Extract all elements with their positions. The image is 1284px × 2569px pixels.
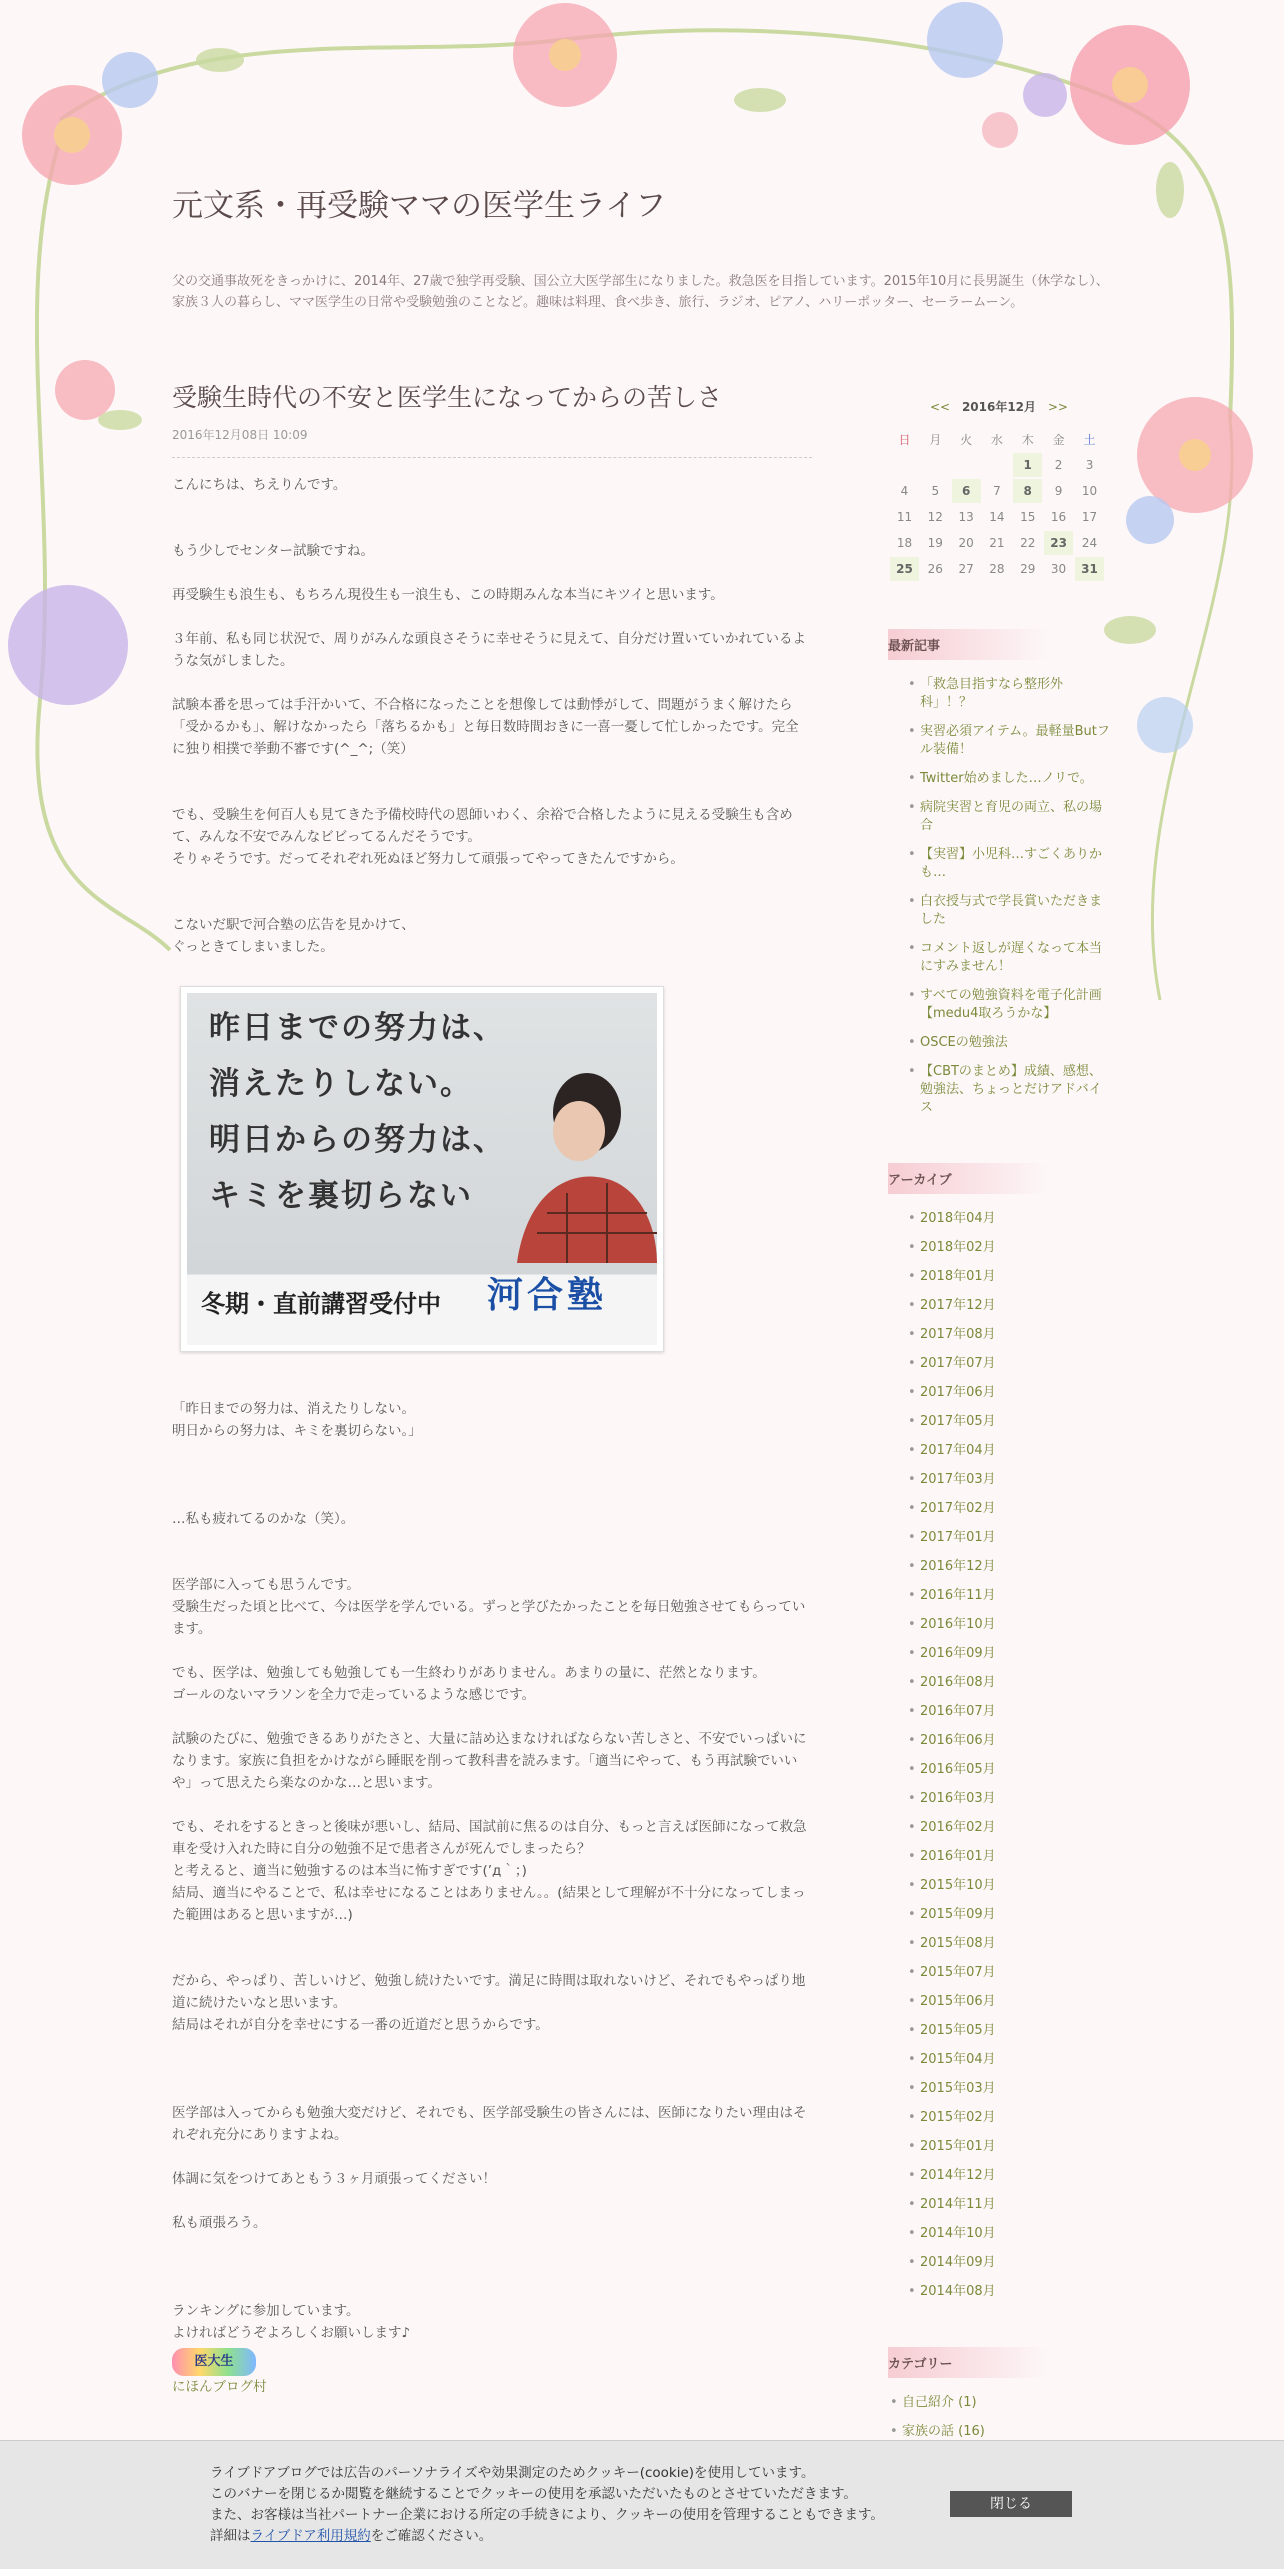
archive-link[interactable]: • 2017年03月 (888, 1471, 1110, 1489)
poster-line: 消えたりしない。 (209, 1066, 473, 1102)
calendar-day[interactable]: 23 (1044, 531, 1073, 555)
archive-heading: アーカイブ (888, 1163, 1048, 1194)
calendar-day: 20 (958, 536, 974, 550)
calendar-day: 5 (931, 484, 940, 498)
calendar-weekday: 水 (990, 432, 1003, 447)
kawaijuku-poster-image[interactable] (180, 986, 664, 1352)
ranking-banner[interactable]: 医大生 (172, 2348, 256, 2376)
calendar-month: 2016年12月 (961, 400, 1037, 414)
calendar-day: 28 (989, 562, 1005, 576)
archive-link[interactable]: • 2014年09月 (888, 2254, 1110, 2272)
calendar-day: 13 (958, 510, 974, 524)
archive-link[interactable]: • 2017年06月 (888, 1384, 1110, 1402)
calendar-day (983, 453, 1012, 477)
calendar-day: 18 (896, 536, 913, 550)
calendar-weekday: 金 (1052, 432, 1065, 447)
category-heading: カテゴリー (888, 2347, 1048, 2378)
post-paragraph: 体調に気をつけてあともう３ヶ月頑張ってください！ (172, 2171, 496, 2187)
calendar-day[interactable]: 6 (952, 479, 981, 503)
calendar-prev-link[interactable]: << (930, 400, 951, 414)
poster-line: 昨日までの努力は、 (209, 1010, 506, 1046)
archive-link[interactable]: • 2016年05月 (888, 1761, 1110, 1779)
archive-link[interactable]: • 2017年08月 (888, 1326, 1110, 1344)
post-title[interactable]: 受験生時代の不安と医学生になってからの苦しさ (172, 383, 723, 412)
archive-link[interactable]: • 2014年10月 (888, 2225, 1110, 2243)
poster-line: キミを裏切らない (209, 1178, 473, 1214)
post-paragraph: 「昨日までの努力は、消えたりしない。 明日からの努力は、キミを裏切らない。」 (172, 1401, 422, 1439)
recent-post-link[interactable]: • 白衣授与式で学長賞いただきました (888, 893, 1110, 929)
calendar-day[interactable]: 8 (1013, 479, 1042, 503)
archive-link[interactable]: • 2014年11月 (888, 2196, 1110, 2214)
calendar-day (952, 453, 981, 477)
archive-link[interactable]: • 2015年03月 (888, 2080, 1110, 2098)
calendar-day[interactable]: 25 (890, 557, 919, 581)
calendar-day: 21 (989, 536, 1005, 550)
calendar-day: 3 (1085, 458, 1094, 472)
calendar-day: 15 (1020, 510, 1036, 524)
calendar-weekday: 土 (1083, 432, 1096, 447)
archive-link[interactable]: • 2016年07月 (888, 1703, 1110, 1721)
post-body (172, 474, 812, 2398)
recent-post-link[interactable]: • Twitter始めました…ノリで。 (888, 770, 1110, 788)
recent-post-link[interactable]: • 実習必須アイテム。最軽量Butフル装備！ (888, 723, 1110, 759)
cookie-text (210, 2463, 930, 2547)
archive-link[interactable]: • 2016年02月 (888, 1819, 1110, 1837)
cookie-detail-prefix: 詳細は (210, 2528, 251, 2544)
post-paragraph: ３年前、私も同じ状況で、周りがみんな頭良さそうに幸せそうに見えて、自分だけ置いていかれているような気がしました。 (172, 631, 806, 669)
calendar-day: 29 (1020, 562, 1036, 576)
calendar-day: 30 (1050, 562, 1067, 576)
recent-post-link[interactable]: • OSCEの勉強法 (888, 1034, 1110, 1052)
archive-link[interactable]: • 2018年01月 (888, 1268, 1110, 1286)
post-paragraph: でも、医学は、勉強しても勉強しても一生終わりがありません。あまりの量に、茫然となります。 ゴールのないマラソンを全力で走っているような感じです。 (172, 1665, 766, 1703)
article (172, 378, 812, 2398)
category-link[interactable]: • 家族の話 (16) (888, 2423, 1110, 2441)
recent-post-link[interactable]: • すべての勉強資料を電子化計画【medu4取ろうかな】 (888, 987, 1110, 1023)
archive-link[interactable]: • 2017年12月 (888, 1297, 1110, 1315)
archive-link[interactable]: • 2017年05月 (888, 1413, 1110, 1431)
cookie-detail (210, 2526, 930, 2547)
archive-link[interactable]: • 2014年08月 (888, 2283, 1110, 2301)
calendar-day: 16 (1050, 510, 1067, 524)
recent-post-link[interactable]: • 「救急目指すなら整形外科」！？ (888, 676, 1110, 712)
calendar-day (921, 453, 950, 477)
archive-link[interactable]: • 2016年10月 (888, 1616, 1110, 1634)
poster-student-photo (507, 1073, 657, 1263)
recent-posts-list (888, 676, 1110, 1117)
cookie-consent-banner (0, 2440, 1284, 2569)
calendar-day: 26 (927, 562, 943, 576)
sidebar (888, 398, 1110, 2539)
post-paragraph: …私も疲れてるのかな（笑）。 (172, 1511, 355, 1527)
calendar-weekday: 日 (898, 432, 911, 447)
poster-subtitle: 冬期・直前講習受付中 (201, 1290, 441, 1318)
blog-description: 父の交通事故死をきっかけに、2014年、27歳で独学再受験、国公立大医学部生になりました。救急医を目指しています。2015年10月に長男誕生（休学なし）、家族３人の暮らし、ママ医学生の日常や受験勉強のことなど。趣味は料理、食べ歩き、旅行、ラジオ、ピアノ、ハリーポッター、セーラームーン。 (172, 274, 1109, 310)
recent-post-link[interactable]: • 病院実習と育児の両立、私の場合 (888, 799, 1110, 835)
calendar-day: 11 (896, 510, 913, 524)
post-paragraph: 試験本番を思っては手汗かいて、不合格になったことを想像しては動悸がして、問題がうまく解けたら「受かるかも」、解けなかったら「落ちるかも」と毎日数時間おきに一喜一憂して忙しかったです。完全に独り相撲で挙動不審です(^_^;（笑） (172, 697, 799, 757)
cookie-line: また、お客様は当社パートナー企業における所定の手続きにより、クッキーの使用を管理することもできます。 (210, 2507, 884, 2523)
calendar-weekday: 火 (960, 432, 973, 447)
cookie-detail-suffix: をご確認ください。 (370, 2528, 493, 2544)
post-paragraph: でも、それをするときっと後味が悪いし、結局、国試前に焦るのは自分、もっと言えば医師になって救急車を受け入れた時に自分の勉強不足で患者さんが死んでしまったら？ と考えると、適当に勉強するのは本当に怖すぎです(’д｀；) 結局、適当にやることで、私は幸せになることはありません。。(結果として理解が不十分になってしまった範囲はあると思いますが…) (172, 1819, 807, 1923)
ranking-link[interactable]: にほんブログ村 (172, 2379, 267, 2395)
archive-link[interactable]: • 2015年01月 (888, 2138, 1110, 2156)
blog-title[interactable]: 元文系・再受験ママの医学生ライフ (172, 188, 667, 224)
archive-list (888, 1210, 1110, 2301)
archive-link[interactable]: • 2016年01月 (888, 1848, 1110, 1866)
poster-line: 明日からの努力は、 (209, 1122, 506, 1158)
post-paragraph: こんにちは、ちえりんです。 (172, 477, 347, 493)
archive-link[interactable]: • 2016年06月 (888, 1732, 1110, 1750)
archive-link[interactable]: • 2015年10月 (888, 1877, 1110, 1895)
cookie-line: このバナーを閉じるか閲覧を継続することでクッキーの使用を承認いただいたものとさせていただきます。 (210, 2486, 857, 2502)
archive-link[interactable]: • 2018年04月 (888, 1210, 1110, 1228)
calendar-day: 10 (1081, 484, 1098, 498)
archive-link[interactable]: • 2015年05月 (888, 2022, 1110, 2040)
calendar-header (888, 398, 1110, 415)
blog-header (172, 180, 1112, 313)
archive-link[interactable]: • 2014年12月 (888, 2167, 1110, 2185)
archive-link[interactable]: • 2016年03月 (888, 1790, 1110, 1808)
calendar-day[interactable]: 31 (1075, 557, 1104, 581)
calendar-day: 17 (1081, 510, 1098, 524)
archive-link[interactable]: • 2018年02月 (888, 1239, 1110, 1257)
calendar-next-link[interactable]: >> (1047, 400, 1068, 414)
calendar-day[interactable]: 1 (1013, 453, 1042, 477)
calendar-day (890, 453, 919, 477)
recent-post-link[interactable]: • 【実習】小児科…すごくありかも… (888, 846, 1110, 882)
calendar-day: 22 (1020, 536, 1036, 550)
post-paragraph: 私も頑張ろう。 (172, 2215, 267, 2231)
recent-post-link[interactable]: • コメント返しが遅くなって本当にすみません！ (888, 940, 1110, 976)
post-paragraph: ランキングに参加しています。 よければどうぞよろしくお願いします♪ (172, 2303, 411, 2341)
archive-link[interactable]: • 2016年09月 (888, 1645, 1110, 1663)
archive-link[interactable]: • 2015年07月 (888, 1964, 1110, 1982)
calendar-weekday: 木 (1021, 432, 1034, 447)
calendar-weekday: 月 (929, 432, 942, 447)
calendar-day: 19 (927, 536, 943, 550)
recent-post-link[interactable]: • 【CBTのまとめ】成績、感想、勉強法、ちょっとだけアドバイス (888, 1063, 1110, 1117)
post-paragraph: でも、受験生を何百人も見てきた予備校時代の恩師いわく、余裕で合格したように見える受験生も含めて、みんな不安でみんなビビってるんだそうです。 そりゃそうです。だってそれぞれ死ぬほど努力して頑張ってやってきたんですから。 (172, 807, 793, 867)
archive-link[interactable]: • 2015年08月 (888, 1935, 1110, 1953)
calendar-day: 4 (900, 484, 909, 498)
calendar-day: 7 (993, 484, 1001, 498)
archive-link[interactable]: • 2016年08月 (888, 1674, 1110, 1692)
calendar-day: 27 (958, 562, 974, 576)
post-date: 2016年12月08日 10:09 (172, 426, 812, 458)
archive-link[interactable]: • 2016年11月 (888, 1587, 1110, 1605)
terms-link[interactable]: ライブドア利用規約 (250, 2528, 371, 2544)
archive-link[interactable]: • 2015年04月 (888, 2051, 1110, 2069)
cookie-close-button[interactable]: 閉じる (950, 2491, 1072, 2517)
archive-link[interactable]: • 2015年09月 (888, 1906, 1110, 1924)
calendar-day: 9 (1054, 484, 1063, 498)
cookie-line: ライブドアブログでは広告のパーソナライズや効果測定のためクッキー(cookie)を使用しています。 (210, 2465, 815, 2481)
calendar-day: 12 (927, 510, 943, 524)
archive-link[interactable]: • 2017年01月 (888, 1529, 1110, 1547)
post-paragraph: 医学部に入っても思うんです。 受験生だった頃と比べて、今は医学を学んでいる。ずっと学びたかったことを毎日勉強させてもらっています。 (172, 1577, 806, 1637)
poster-logo: 河合塾 (487, 1275, 608, 1316)
post-paragraph: だから、やっぱり、苦しいけど、勉強し続けたいです。満足に時間は取れないけど、それでもやっぱり地道に続けたいなと思います。 結局はそれが自分を幸せにする一番の近道だと思うからです。 (172, 1973, 806, 2033)
post-paragraph: 医学部は入ってからも勉強大変だけど、それでも、医学部受験生の皆さんには、医師になりたい理由はそれぞれ充分にありますよね。 (172, 2105, 807, 2143)
category-link[interactable]: • 自己紹介 (1) (888, 2394, 1110, 2412)
archive-link[interactable]: • 2015年06月 (888, 1993, 1110, 2011)
recent-posts-heading: 最新記事 (888, 629, 1048, 660)
archive-link[interactable]: • 2016年12月 (888, 1558, 1110, 1576)
calendar-day: 2 (1054, 458, 1063, 472)
calendar (888, 425, 1106, 583)
post-paragraph: 再受験生も浪生も、もちろん現役生も一浪生も、この時期みんな本当にキツイと思います。 (172, 587, 724, 603)
calendar-day: 14 (989, 510, 1005, 524)
archive-link[interactable]: • 2017年07月 (888, 1355, 1110, 1373)
post-paragraph: こないだ駅で河合塾の広告を見かけて、 ぐっときてしまいました。 (172, 917, 415, 955)
post-paragraph: もう少しでセンター試験ですね。 (172, 543, 374, 559)
post-paragraph: 試験のたびに、勉強できるありがたさと、大量に詰め込まなければならない苦しさと、不安でいっぱいになります。家族に負担をかけながら睡眠を削って教科書を読みます。「適当にやって、もう再試験でいいや」って思えたら楽なのかな…と思います。 (172, 1731, 807, 1791)
calendar-day: 24 (1081, 536, 1098, 550)
archive-link[interactable]: • 2017年04月 (888, 1442, 1110, 1460)
archive-link[interactable]: • 2017年02月 (888, 1500, 1110, 1518)
archive-link[interactable]: • 2015年02月 (888, 2109, 1110, 2127)
